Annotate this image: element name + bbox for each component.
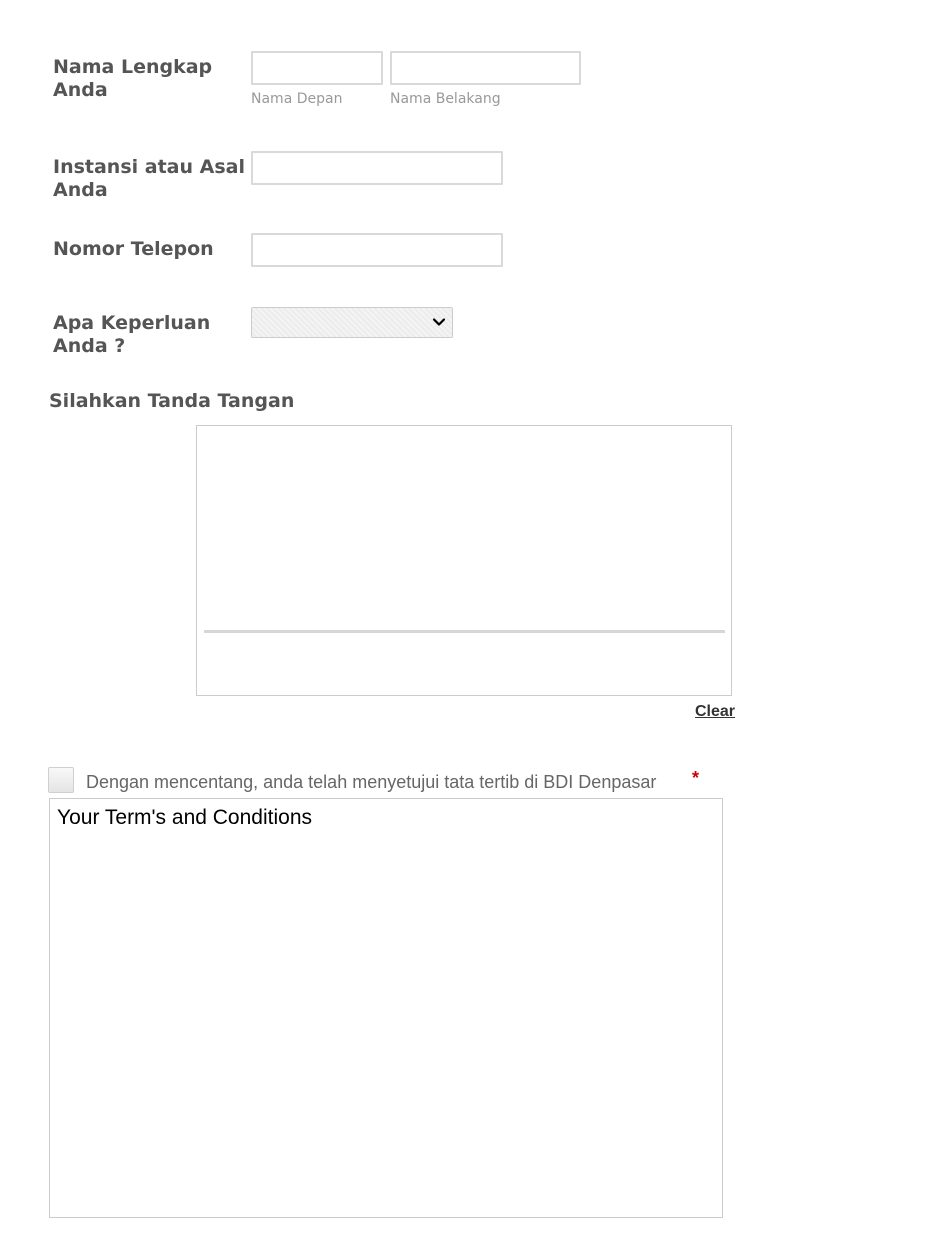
terms-box[interactable] xyxy=(49,798,723,1218)
signature-label: Silahkan Tanda Tangan xyxy=(49,390,295,412)
required-asterisk: * xyxy=(692,768,700,788)
full-name-label: Nama Lengkap Anda xyxy=(53,56,213,101)
institution-input[interactable] xyxy=(251,151,503,185)
terms-text: Your Term's and Conditions xyxy=(57,806,312,829)
signature-pad[interactable] xyxy=(196,425,732,696)
last-name-sublabel: Nama Belakang xyxy=(390,91,501,107)
purpose-label: Apa Keperluan Anda ? xyxy=(53,312,211,357)
phone-label: Nomor Telepon xyxy=(53,238,214,260)
phone-input[interactable] xyxy=(251,233,503,267)
chevron-down-icon xyxy=(432,315,446,329)
consent-label: Dengan mencentang, anda telah menyetujui tata tertib di BDI Denpasar xyxy=(86,772,657,792)
first-name-input[interactable] xyxy=(251,51,383,85)
last-name-input[interactable] xyxy=(390,51,581,85)
signature-clear-button[interactable]: Clear xyxy=(695,703,736,720)
institution-label: Instansi atau Asal Anda xyxy=(53,156,245,201)
first-name-sublabel: Nama Depan xyxy=(251,91,343,107)
purpose-select[interactable] xyxy=(251,307,453,338)
signature-baseline xyxy=(204,630,725,633)
consent-checkbox[interactable] xyxy=(48,767,74,793)
